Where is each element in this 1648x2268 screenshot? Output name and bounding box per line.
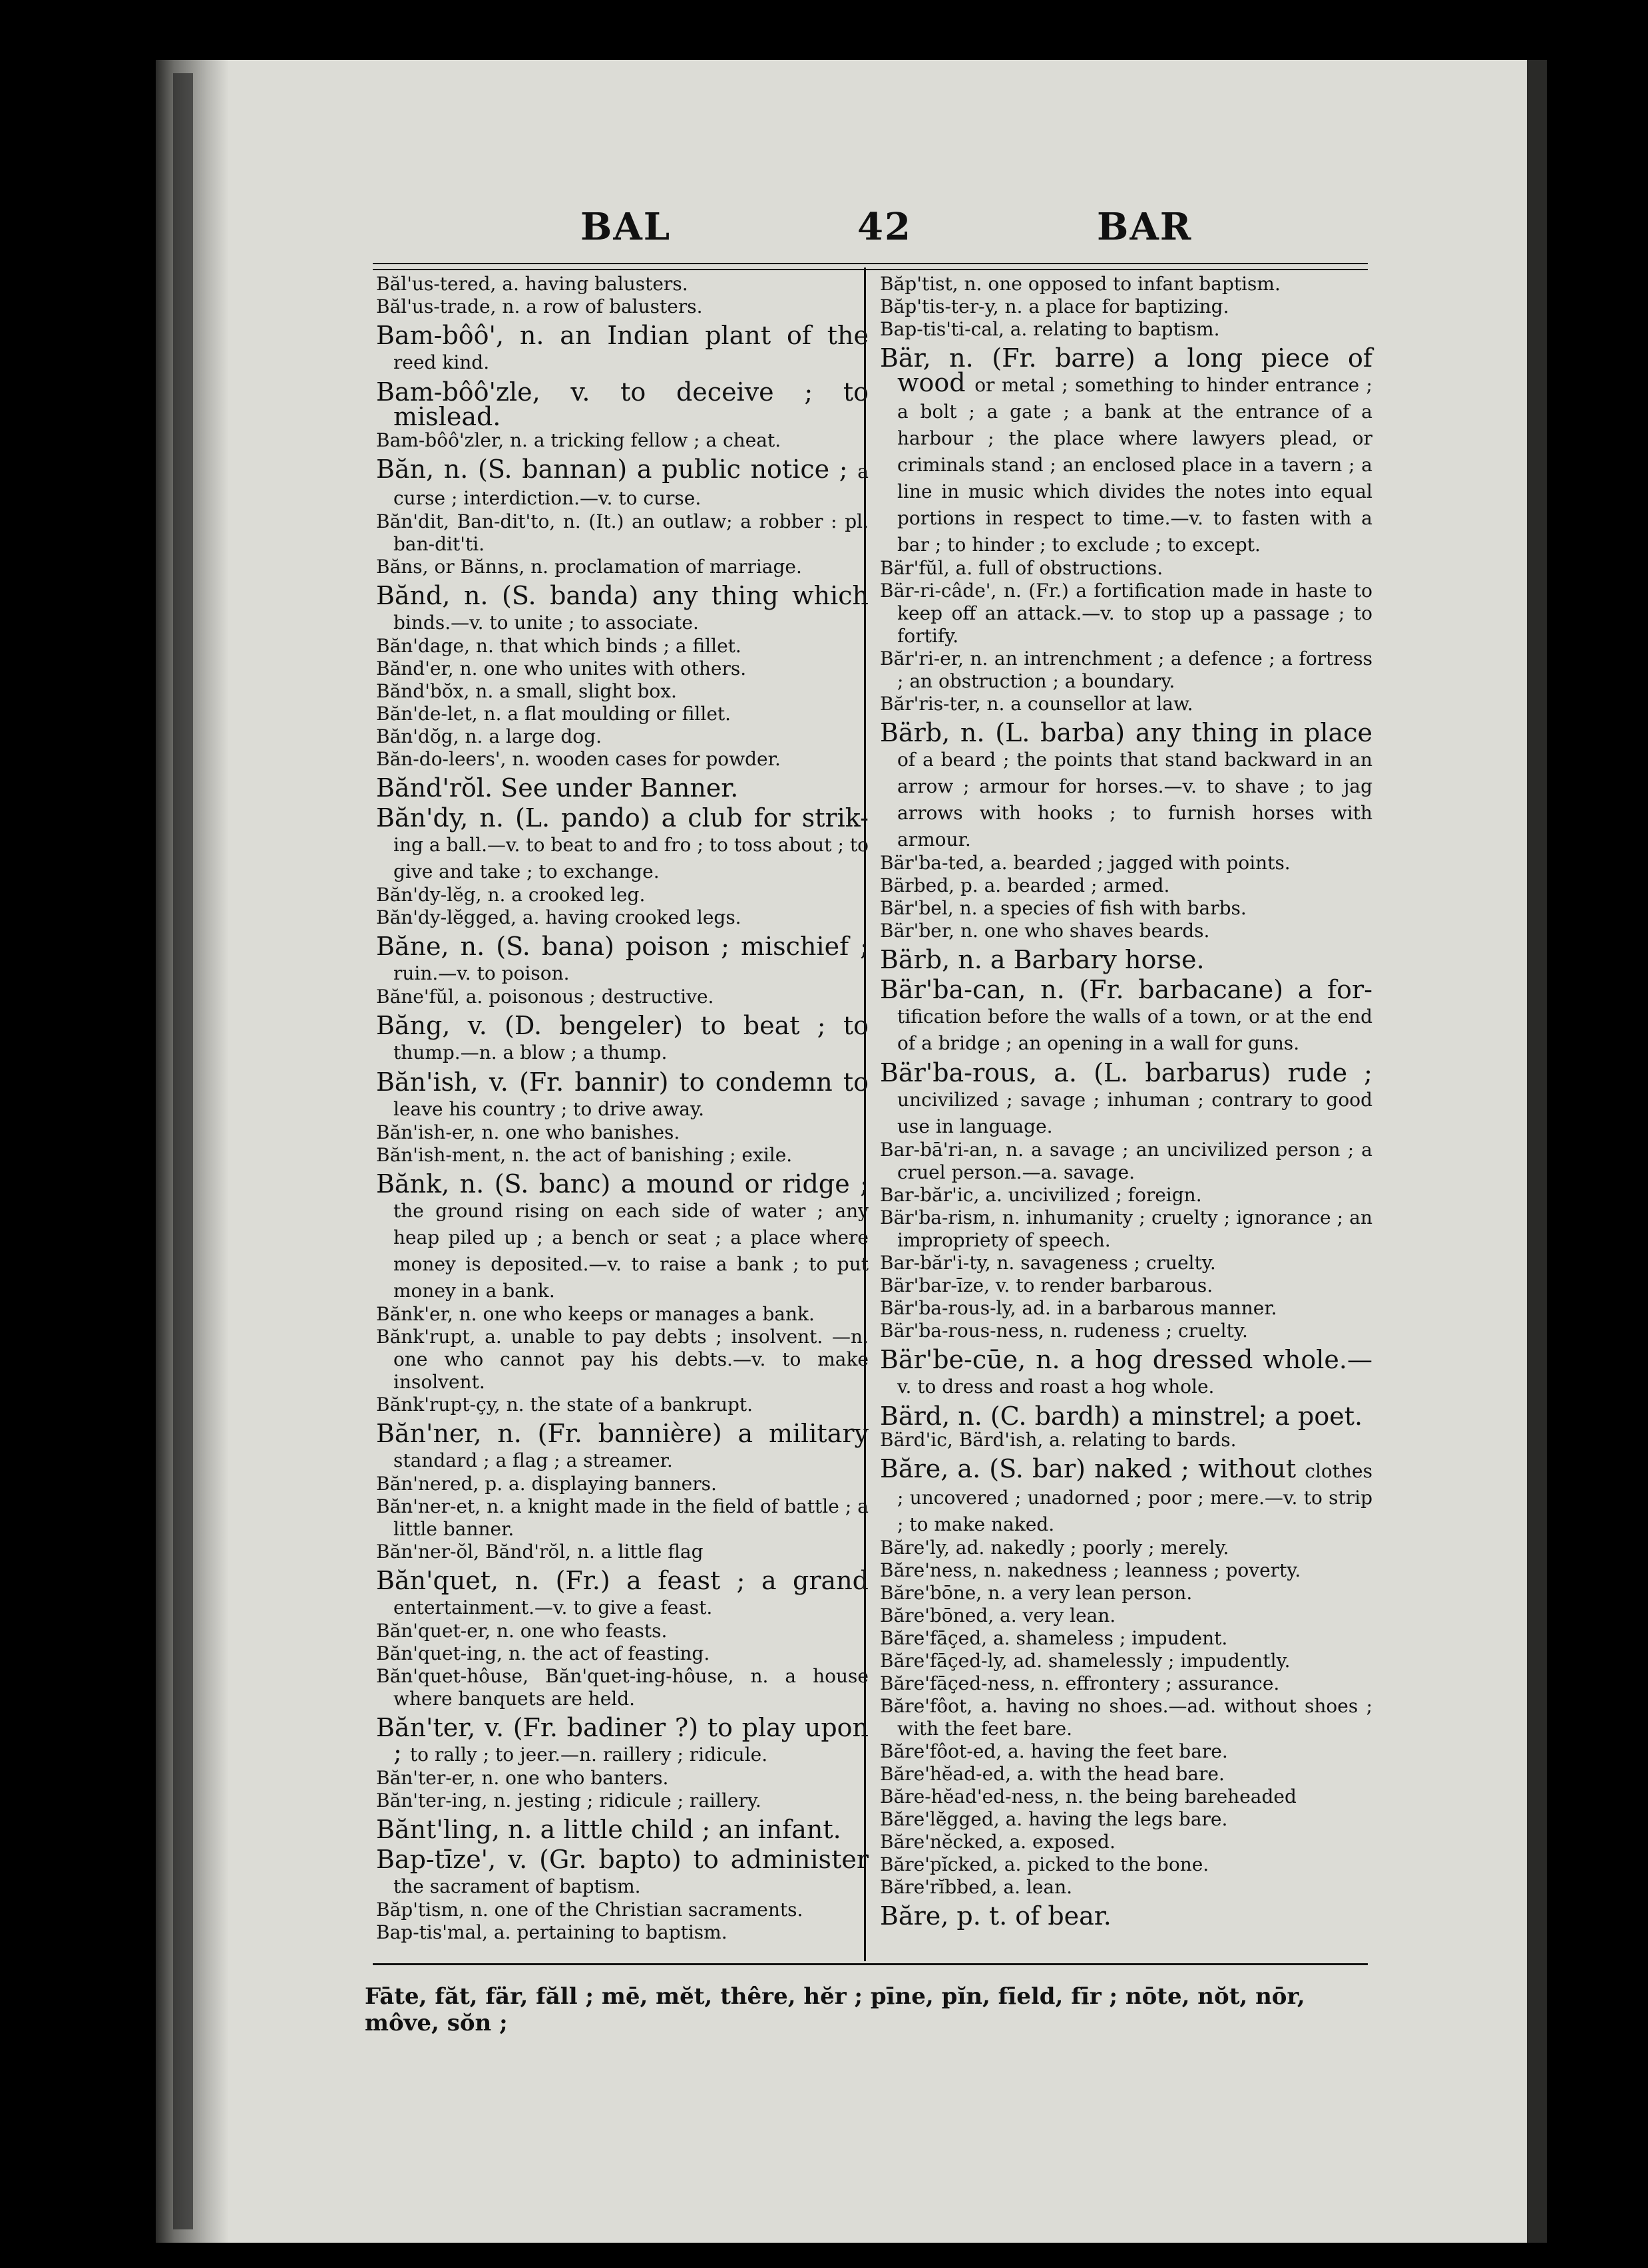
dictionary-entry: Bär'bel, n. a species of fish with barbs. bbox=[880, 897, 1247, 919]
dictionary-entry: Băre'fôot-ed, a. having the feet bare. bbox=[880, 1740, 1228, 1762]
dictionary-entry: Băn-do-leers', n. wooden cases for powder. bbox=[376, 748, 781, 770]
dictionary-entry: Băns, or Bănns, n. proclamation of marriage. bbox=[376, 556, 802, 578]
dictionary-entry bbox=[880, 945, 1372, 974]
dictionary-entry bbox=[376, 803, 869, 884]
dictionary-entry: Bär'ba-rism, n. inhumanity ; cruelty ; ignorance ; an impropriety of speech. bbox=[880, 1207, 1372, 1251]
entry-definition: ruin.—v. to poison. bbox=[393, 962, 570, 984]
dictionary-entry bbox=[376, 323, 869, 375]
dictionary-entry: Bärd'ic, Bärd'ish, a. relating to bards. bbox=[880, 1429, 1237, 1451]
entry-definition: to rally ; to jeer.—n. raillery ; ridicule. bbox=[409, 1744, 768, 1766]
dictionary-entry bbox=[880, 1404, 1372, 1429]
dictionary-entry: Băn'ner-et, n. a knight made in the field of battle ; a little banner. bbox=[376, 1495, 869, 1540]
entry-headword-line: Băre, p. t. of bear. bbox=[880, 1901, 1112, 1931]
dictionary-entry: Băre'fāçed, a. shameless ; impudent. bbox=[880, 1627, 1228, 1649]
entry-headword-line: Băn'quet, n. (Fr.) a feast ; a grand bbox=[376, 1566, 869, 1595]
dictionary-entry: Băn'ish-ment, n. the act of banishing ; exile. bbox=[376, 1144, 793, 1166]
dictionary-entry: Bär'fŭl, a. full of obstructions. bbox=[880, 557, 1163, 579]
dictionary-entry bbox=[880, 975, 1372, 1055]
entry-headword-line: Băne, n. (S. bana) poison ; mischief ; bbox=[376, 932, 869, 961]
dictionary-entry: Bär'ba-ted, a. bearded ; jagged with points. bbox=[880, 852, 1291, 874]
dictionary-entry: Băp'tist, n. one opposed to infant baptism. bbox=[880, 273, 1281, 295]
dictionary-entry: Băr'ri-er, n. an intrenchment ; a defence ; a fortress ; an obstruction ; a boundary. bbox=[880, 648, 1372, 692]
entry-definition: standard ; a flag ; a streamer. bbox=[393, 1449, 673, 1471]
dictionary-entry: Bärbed, p. a. bearded ; armed. bbox=[880, 874, 1170, 896]
dictionary-entry: Băn'dage, n. that which binds ; a fillet. bbox=[376, 635, 741, 657]
dictionary-entry: Băre'hĕad-ed, a. with the head bare. bbox=[880, 1763, 1225, 1785]
page-number: 42 bbox=[857, 205, 912, 249]
dictionary-entry bbox=[376, 457, 869, 510]
entry-headword-line: Băn'ner, n. (Fr. bannière) a military bbox=[376, 1419, 869, 1448]
entry-headword-line: Bam-bôô', n. an Indian plant of the bbox=[376, 321, 869, 350]
dictionary-entry bbox=[376, 1713, 869, 1767]
dictionary-entry: Bănk'rupt, a. unable to pay debts ; insolvent. —n. one who cannot pay his debts.—v. to make insolvent. bbox=[376, 1326, 869, 1393]
entry-definition: binds.—v. to unite ; to associate. bbox=[393, 612, 699, 634]
entry-headword-line: Bănk, n. (S. banc) a mound or ridge ; bbox=[376, 1169, 869, 1199]
dictionary-entry bbox=[880, 1058, 1372, 1139]
dictionary-entry: Băre'fôot, a. having no shoes.—ad. without shoes ; with the feet bare. bbox=[880, 1695, 1372, 1740]
dictionary-entry: Băre'fāçed-ly, ad. shamelessly ; impudently. bbox=[880, 1650, 1291, 1672]
dictionary-entry: Bap-tis'ti-cal, a. relating to baptism. bbox=[880, 318, 1220, 340]
left-column bbox=[376, 273, 869, 1944]
entry-headword-line: Bap-tīze', v. (Gr. bapto) to administer bbox=[376, 1845, 869, 1874]
entry-headword-line: Băn, n. (S. bannan) a public notice ; bbox=[376, 455, 848, 484]
entry-headword-line: Băn'ter, v. (Fr. badiner ?) to play upon ; bbox=[376, 1713, 869, 1767]
dictionary-entry: Bar-bā'ri-an, n. a savage ; an uncivilized person ; a cruel person.—a. savage. bbox=[880, 1139, 1372, 1183]
dictionary-entry: Băp'tis-ter-y, n. a place for baptizing. bbox=[880, 295, 1229, 317]
dictionary-entry: Băn'ner-ŏl, Bănd'rŏl, n. a little flag bbox=[376, 1541, 704, 1563]
dictionary-entry: Bär'bar-īze, v. to render barbarous. bbox=[880, 1274, 1213, 1296]
dictionary-entry: Bănk'er, n. one who keeps or manages a bank. bbox=[376, 1303, 815, 1325]
dictionary-entry: Băn'dy-lĕg, n. a crooked leg. bbox=[376, 884, 646, 906]
dictionary-entry bbox=[376, 581, 869, 635]
entry-headword-line: Bam-bôô'zle, v. to deceive ; to mislead. bbox=[376, 377, 869, 431]
entry-definition: of a beard ; the points that stand backward in an arrow ; armour for horses.—v. to shave ; to jag arrows with hooks ; to furnish horses with armour. bbox=[897, 749, 1372, 850]
entry-definition: the ground rising on each side of water ; any heap piled up ; a bench or seat ; a place where money is deposited.—v. to raise a bank ; to put money in a bank. bbox=[393, 1200, 869, 1302]
dictionary-entry: Băl'us-tered, a. having balusters. bbox=[376, 273, 688, 295]
entry-headword-line: Bär'ba-can, n. (Fr. barbacane) a for- bbox=[880, 975, 1372, 1004]
entry-definition: v. to dress and roast a hog whole. bbox=[897, 1376, 1215, 1398]
running-head-left: BAL bbox=[580, 205, 672, 249]
dictionary-entry: Băn'quet-er, n. one who feasts. bbox=[376, 1620, 668, 1642]
entry-headword-line: Bär'ba-rous, a. (L. barbarus) rude ; bbox=[880, 1058, 1372, 1087]
dictionary-entry: Băp'tism, n. one of the Christian sacraments. bbox=[376, 1899, 803, 1921]
entry-headword-line: Băn'ish, v. (Fr. bannir) to condemn to bbox=[376, 1067, 869, 1097]
entry-headword-line: Băng, v. (D. bengeler) to beat ; to bbox=[376, 1011, 869, 1040]
entry-definition: a curse ; interdiction.—v. to curse. bbox=[393, 461, 869, 509]
dictionary-entry bbox=[880, 343, 1372, 557]
dictionary-entry: Băne'fŭl, a. poisonous ; destructive. bbox=[376, 986, 714, 1008]
dictionary-entry: Bănk'rupt-çy, n. the state of a bankrupt. bbox=[376, 1394, 753, 1416]
dictionary-entry: Bănd'bŏx, n. a small, slight box. bbox=[376, 680, 677, 702]
entry-definition: the sacrament of baptism. bbox=[393, 1875, 641, 1897]
dictionary-entry: Băre'fāçed-ness, n. effrontery ; assurance. bbox=[880, 1672, 1280, 1694]
dictionary-entry bbox=[376, 1067, 869, 1121]
entry-definition: leave his country ; to drive away. bbox=[393, 1098, 704, 1120]
entry-headword-line: Băre, a. (S. bar) naked ; without bbox=[880, 1454, 1297, 1483]
dictionary-entry: Băn'nered, p. a. displaying banners. bbox=[376, 1473, 717, 1495]
dictionary-entry bbox=[376, 1421, 869, 1473]
dictionary-entry: Băre'nĕcked, a. exposed. bbox=[880, 1831, 1116, 1853]
entry-headword-line: Bănd'rŏl. See under Banner. bbox=[376, 773, 739, 803]
entry-headword-line: Bär, n. (Fr. barre) a long piece of wood bbox=[880, 343, 1372, 397]
entry-definition: tification before the walls of a town, or at the end of a bridge ; an opening in a wall for guns. bbox=[897, 1006, 1372, 1054]
page-fold bbox=[1527, 60, 1547, 2243]
entry-definition: clothes ; uncovered ; unadorned ; poor ; mere.—v. to strip ; to make naked. bbox=[897, 1460, 1372, 1535]
entry-headword-line: Bärd, n. (C. bardh) a minstrel; a poet. bbox=[880, 1402, 1363, 1431]
dictionary-entry: Băn'ish-er, n. one who banishes. bbox=[376, 1121, 680, 1143]
dictionary-entry: Băre'lĕgged, a. having the legs bare. bbox=[880, 1808, 1228, 1830]
running-head-right: BAR bbox=[1097, 205, 1193, 249]
entry-definition: reed kind. bbox=[393, 351, 490, 373]
dictionary-entry: Bar-băr'ic, a. uncivilized ; foreign. bbox=[880, 1184, 1202, 1206]
right-column bbox=[880, 273, 1372, 1929]
dictionary-entry bbox=[376, 1169, 869, 1303]
entry-headword-line: Băn'dy, n. (L. pando) a club for strik- bbox=[376, 803, 869, 833]
dictionary-entry: Bam-bôô'zler, n. a tricking fellow ; a cheat. bbox=[376, 429, 781, 451]
entry-headword-line: Bärb, n. (L. barba) any thing in place bbox=[880, 718, 1372, 747]
dictionary-entry: Bär-ri-câde', n. (Fr.) a fortification made in haste to keep off an attack.—v. to stop up a passage ; to fortify. bbox=[880, 580, 1372, 647]
dictionary-entry: Bär'ba-rous-ly, ad. in a barbarous manner. bbox=[880, 1297, 1277, 1319]
dictionary-entry: Băr'ris-ter, n. a counsellor at law. bbox=[880, 693, 1193, 715]
dictionary-entry: Băre'bōne, n. a very lean person. bbox=[880, 1582, 1193, 1604]
dictionary-entry: Băre'rĭbbed, a. lean. bbox=[880, 1876, 1073, 1898]
dictionary-entry bbox=[880, 1454, 1372, 1537]
entry-headword-line: Bärb, n. a Barbary horse. bbox=[880, 945, 1205, 974]
entry-headword-line: Bănd, n. (S. banda) any thing which bbox=[376, 581, 869, 610]
dictionary-entry: Bap-tis'mal, a. pertaining to baptism. bbox=[376, 1921, 727, 1943]
pronunciation-key: Fāte, făt, fär, făll ; mē, mĕt, thêre, hĕr ; pīne, pĭn, fīeld, fīr ; nōte, nŏt, nōr, môve, sŏn ; bbox=[365, 1983, 1305, 2036]
dictionary-entry bbox=[376, 934, 869, 986]
dictionary-entry: Băn'ter-er, n. one who banters. bbox=[376, 1767, 669, 1789]
footer-rule bbox=[373, 1963, 1368, 1965]
dictionary-entry: Băn'dŏg, n. a large dog. bbox=[376, 725, 602, 747]
dictionary-entry: Băn'quet-hôuse, Băn'quet-ing-hôuse, n. a house where banquets are held. bbox=[376, 1665, 869, 1710]
dictionary-entry bbox=[376, 377, 869, 431]
entry-definition: ing a ball.—v. to beat to and fro ; to toss about ; to give and take ; to exchange. bbox=[393, 834, 869, 882]
entry-definition: thump.—n. a blow ; a thump. bbox=[393, 1041, 668, 1063]
entry-headword-line: Bär'be-cūe, n. a hog dressed whole.— bbox=[880, 1345, 1372, 1374]
dictionary-entry: Băn'ter-ing, n. jesting ; ridicule ; raillery. bbox=[376, 1790, 761, 1811]
dictionary-entry: Băn'quet-ing, n. the act of feasting. bbox=[376, 1642, 710, 1664]
dictionary-entry bbox=[376, 773, 869, 803]
dictionary-entry: Bar-băr'i-ty, n. savageness ; cruelty. bbox=[880, 1252, 1216, 1274]
entry-headword-line: Bănt'ling, n. a little child ; an infant. bbox=[376, 1815, 841, 1844]
dictionary-entry: Băre'bōned, a. very lean. bbox=[880, 1605, 1116, 1626]
dictionary-entry: Băl'us-trade, n. a row of balusters. bbox=[376, 295, 703, 317]
dictionary-entry: Băn'dy-lĕgged, a. having crooked legs. bbox=[376, 906, 741, 928]
dictionary-entry bbox=[880, 1901, 1372, 1931]
dictionary-entry: Băn'dit, Ban-dit'to, n. (It.) an outlaw; a robber : pl. ban-dit'ti. bbox=[376, 510, 869, 555]
dictionary-entry: Bär'ber, n. one who shaves beards. bbox=[880, 920, 1210, 942]
dictionary-entry: Băn'de-let, n. a flat moulding or fillet. bbox=[376, 703, 731, 725]
dictionary-entry bbox=[376, 1011, 869, 1065]
dictionary-entry bbox=[880, 1345, 1372, 1399]
dictionary-entry: Băre'ness, n. nakedness ; leanness ; poverty. bbox=[880, 1559, 1301, 1581]
dictionary-entry: Băre'pĭcked, a. picked to the bone. bbox=[880, 1853, 1209, 1875]
entry-definition: or metal ; something to hinder entrance ; a bolt ; a gate ; a bank at the entrance of a harbour ; the place where lawyers plead, or criminals stand ; an enclosed place in a tavern ; a line in music which divides the notes into equal portions in respect to time.—v. to fasten with a bar ; to hinder ; to exclude ; to except. bbox=[897, 374, 1372, 556]
dictionary-entry bbox=[376, 1817, 869, 1842]
entry-definition: uncivilized ; savage ; inhuman ; contrary to good use in language. bbox=[897, 1089, 1372, 1137]
dictionary-entry: Băre-hĕad'ed-ness, n. the being bareheaded bbox=[880, 1786, 1297, 1807]
dictionary-entry: Bär'ba-rous-ness, n. rudeness ; cruelty. bbox=[880, 1320, 1248, 1342]
dictionary-entry bbox=[376, 1847, 869, 1899]
header-rule bbox=[373, 263, 1368, 270]
book-binding bbox=[173, 73, 193, 2229]
dictionary-entry: Bănd'er, n. one who unites with others. bbox=[376, 658, 747, 679]
dictionary-entry bbox=[880, 718, 1372, 852]
entry-definition: entertainment.—v. to give a feast. bbox=[393, 1597, 713, 1618]
dictionary-entry: Băre'ly, ad. nakedly ; poorly ; merely. bbox=[880, 1537, 1229, 1559]
dictionary-entry bbox=[376, 1566, 869, 1620]
